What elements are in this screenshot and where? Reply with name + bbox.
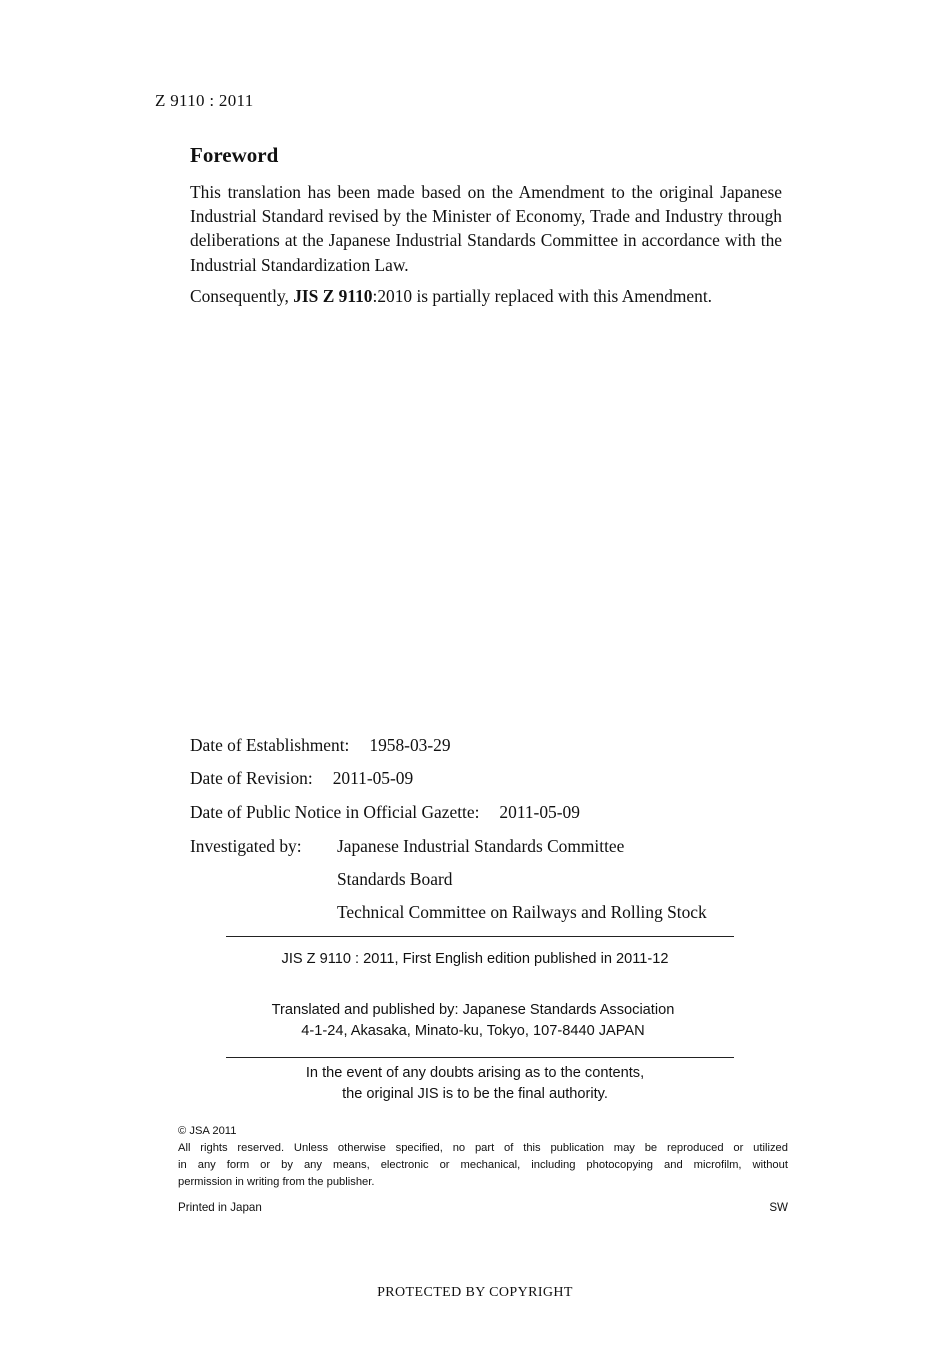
printed-row: [178, 1201, 788, 1214]
foreword-body: [190, 180, 782, 315]
public-notice-label: Date of Public Notice in Official Gazette:: [190, 802, 480, 822]
revision-label: Date of Revision:: [190, 768, 313, 788]
investigating-body-2: Standards Board: [337, 869, 453, 889]
authority-line-2: the original JIS is to be the final authority.: [342, 1086, 608, 1102]
copyright-notice: © JSA 2011: [178, 1125, 237, 1137]
foreword-paragraph-2-end: :2010 is partially replaced with this Amendment.: [372, 285, 713, 306]
rights-line-1: All rights reserved. Unless otherwise specified, no part of this publication may be reproduced or utilized: [178, 1142, 788, 1154]
investigated-label: Investigated by:: [190, 836, 302, 856]
revision-value: 2011-05-09: [332, 768, 414, 788]
rights-line-3: permission in writing from the publisher.: [178, 1176, 375, 1188]
protected-by-copyright: PROTECTED BY COPYRIGHT: [377, 1285, 573, 1300]
public-notice-date-row: [190, 802, 580, 823]
establishment-label: Date of Establishment:: [190, 735, 350, 755]
investigating-body-3: Technical Committee on Railways and Rolling Stock: [337, 902, 707, 922]
standard-reference: JIS Z 9110: [293, 285, 373, 306]
investigating-body-1: Japanese Industrial Standards Committee: [337, 836, 625, 856]
foreword-paragraph-2: [190, 284, 782, 308]
translated-by-line: Translated and published by: Japanese Standards Association: [271, 1002, 675, 1018]
establishment-value: 1958-03-29: [369, 735, 451, 755]
edition-line: JIS Z 9110 : 2011, First English edition published in 2011-12: [281, 951, 669, 967]
foreword-paragraph-1: This translation has been made based on the Amendment to the original Japanese Industrial Standard revised by the Minister of Economy, Trade and Industry through deliberations at the Japanese Industrial Standards Committee in accordance with the Industrial Standardization Law.: [190, 182, 782, 275]
address-line: 4-1-24, Akasaka, Minato-ku, Tokyo, 107-8440 JAPAN: [301, 1023, 645, 1039]
rights-line-2: in any form or by any means, electronic or mechanical, including photocopying and microfilm, without: [178, 1159, 788, 1171]
document-code: Z 9110 : 2011: [155, 91, 254, 110]
public-notice-value: 2011-05-09: [499, 802, 580, 822]
printed-in: Printed in Japan: [178, 1201, 262, 1214]
revision-date-row: [190, 768, 413, 789]
foreword-paragraph-2-start: Consequently,: [190, 285, 289, 306]
divider-top: [226, 936, 734, 937]
establishment-date-row: [190, 735, 451, 756]
print-code: SW: [769, 1201, 788, 1214]
foreword-title: Foreword: [190, 143, 279, 167]
authority-line-1: In the event of any doubts arising as to the contents,: [305, 1065, 645, 1081]
divider-bottom: [226, 1057, 734, 1058]
